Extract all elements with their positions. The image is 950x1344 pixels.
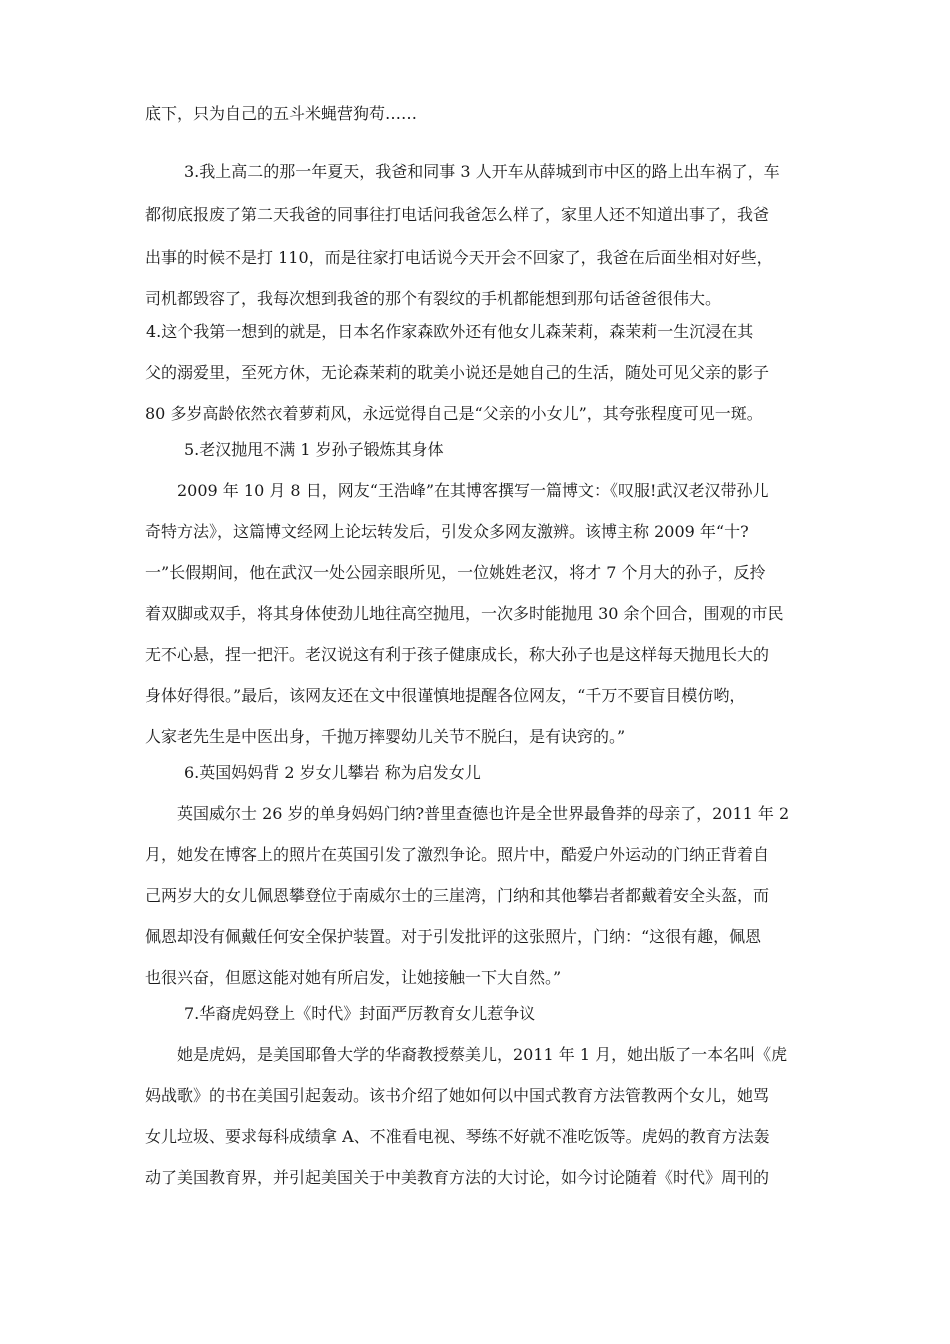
- paragraph-line: 动了美国教育界，并引起美国关于中美教育方法的大讨论，如今讨论随着《时代》周刊的: [145, 1168, 770, 1187]
- paragraph-line: 身体好得很。”最后，该网友还在文中很谨慎地提醒各位网友，“千万不要盲目模仿哟，: [145, 686, 746, 705]
- paragraph-line: 父的溺爱里，至死方休，无论森茉莉的耽美小说还是她自己的生活，随处可见父亲的影子: [145, 363, 770, 382]
- paragraph-line: 无不心悬，捏一把汗。老汉说这有利于孩子健康成长，称大孙子也是这样每天抛甩长大的: [145, 645, 770, 664]
- paragraph-line: 都彻底报废了第二天我爸的同事往打电话问我爸怎么样了，家里人还不知道出事了，我爸: [145, 205, 770, 224]
- section-heading: 5.老汉抛甩不满 1 岁孙子锻炼其身体: [184, 440, 444, 459]
- paragraph-line: 人家老先生是中医出身，千抛万摔婴幼儿关节不脱臼，是有诀窍的。”: [145, 727, 626, 746]
- paragraph-line: 80 多岁高龄依然衣着萝莉风，永远觉得自己是“父亲的小女儿”，其夸张程度可见一斑。: [145, 404, 763, 423]
- paragraph-line: 奇特方法》，这篇博文经网上论坛转发后，引发众多网友激辨。该博主称 2009 年“十?: [145, 522, 749, 541]
- section-heading: 7.华裔虎妈登上《时代》封面严厉教育女儿惹争议: [184, 1004, 536, 1023]
- paragraph-line: 妈战歌》的书在美国引起轰动。该书介绍了她如何以中国式教育方法管教两个女儿，她骂: [145, 1086, 770, 1105]
- paragraph-line: 一”长假期间，他在武汉一处公园亲眼所见，一位姚姓老汉，将才 7 个月大的孙子，反拎: [145, 563, 766, 582]
- paragraph-line: 女儿垃圾、要求每科成绩拿 A、不准看电视、琴练不好就不准吃饭等。虎妈的教育方法轰: [145, 1127, 770, 1146]
- paragraph-line: 月，她发在博客上的照片在英国引发了激烈争论。照片中，酷爱户外运动的门纳正背着自: [145, 845, 770, 864]
- paragraph-line: 2009 年 10 月 8 日，网友“王浩峰”在其博客撰写一篇博文：《叹服!武汉老汉带孙儿: [177, 481, 769, 500]
- paragraph-line: 司机都毁容了，我每次想到我爸的那个有裂纹的手机都能想到那句话爸爸很伟大。: [145, 289, 722, 308]
- paragraph-line: 佩恩却没有佩戴任何安全保护装置。对于引发批评的这张照片，门纳：“这很有趣，佩恩: [145, 927, 762, 946]
- paragraph-line: 己两岁大的女儿佩恩攀登位于南威尔士的三崖湾，门纳和其他攀岩者都戴着安全头盔，而: [145, 886, 770, 905]
- paragraph-line: 4.这个我第一想到的就是，日本名作家森欧外还有他女儿森茉莉，森茉莉一生沉浸在其: [146, 322, 754, 341]
- section-heading: 6.英国妈妈背 2 岁女儿攀岩 称为启发女儿: [184, 763, 481, 782]
- paragraph-line: 英国威尔士 26 岁的单身妈妈门纳?普里查德也许是全世界最鲁莽的母亲了，2011 年 2: [177, 804, 790, 823]
- paragraph-line: 着双脚或双手，将其身体使劲儿地往高空抛甩，一次多时能抛甩 30 余个回合，围观的市民: [145, 604, 784, 623]
- paragraph-line: 出事的时候不是打 110，而是往家打电话说今天开会不回家了，我爸在后面坐相对好些，: [145, 248, 773, 267]
- paragraph-line: 也很兴奋，但愿这能对她有所启发，让她接触一下大自然。”: [145, 968, 562, 987]
- paragraph-line: 她是虎妈，是美国耶鲁大学的华裔教授蔡美儿，2011 年 1 月，她出版了一本名叫《虎: [177, 1045, 788, 1064]
- paragraph-line: 3.我上高二的那一年夏天，我爸和同事 3 人开车从薛城到市中区的路上出车祸了，车: [184, 162, 780, 181]
- paragraph-line: 底下，只为自己的五斗米蝇营狗苟……: [145, 104, 418, 123]
